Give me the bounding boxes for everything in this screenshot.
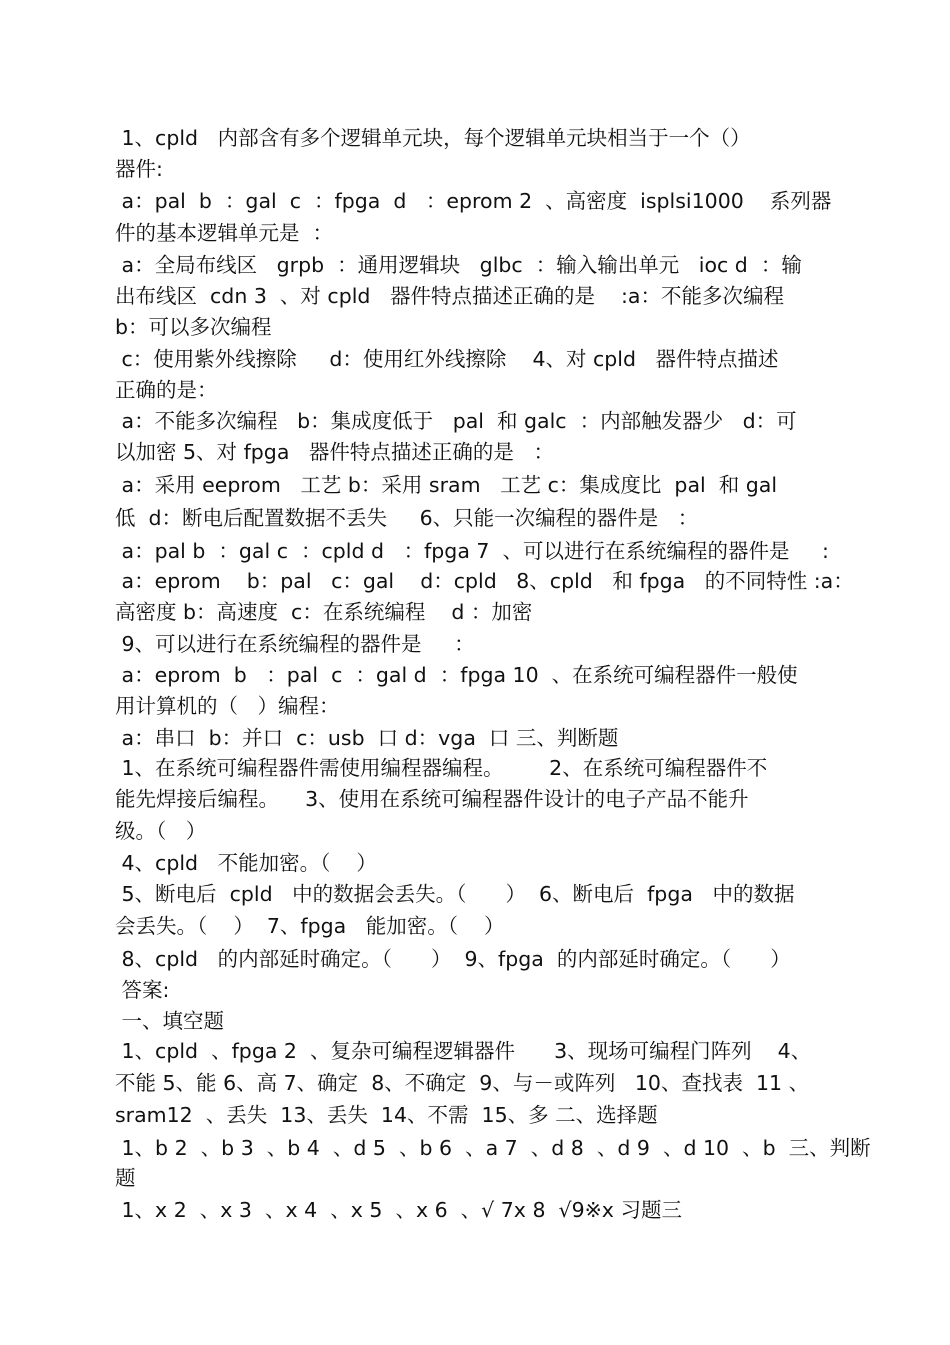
text-line: c：使用紫外线擦除 d：使用红外线擦除 4、对 cpld 器件特点描述	[115, 347, 779, 371]
text-line: a：不能多次编程 b：集成度低于 pal 和 galc ：内部触发器少 d：可	[115, 409, 797, 433]
text-line: 题	[115, 1166, 136, 1190]
text-line: 1、b 2 、b 3 、b 4 、d 5 、b 6 、a 7 、d 8 、d 9 、d 10 、b 三、判断	[115, 1136, 871, 1160]
text-line: 9、可以进行在系统编程的器件是 ：	[115, 632, 475, 656]
text-line: a：eprom b ：pal c ：gal d ：fpga 10 、在系统可编程器件一般使	[115, 663, 798, 687]
text-line: a：eprom b：pal c：gal d：cpld 8、cpld 和 fpga 的不同特性 :a：	[115, 569, 854, 593]
text-line: 1、cpld 、fpga 2 、复杂可编程逻辑器件 3、现场可编程门阵列 4、	[115, 1039, 812, 1063]
text-line: 器件:	[115, 157, 163, 181]
text-line: 8、cpld 的内部延时确定。（ ） 9、fpga 的内部延时确定。（ ）	[115, 947, 791, 971]
text-line: sram12 、丢失 13、丢失 14、不需 15、多 二、选择题	[115, 1103, 658, 1127]
text-line: a：全局布线区 grpb ：通用逻辑块 glbc ：输入输出单元 ioc d ：输	[115, 253, 802, 277]
text-line: 低 d：断电后配置数据不丢失 6、只能一次编程的器件是 ：	[115, 506, 699, 530]
text-line: 级。（ ）	[115, 819, 207, 843]
text-line: 4、cpld 不能加密。（ ）	[115, 851, 377, 875]
text-line: 1、x 2 、x 3 、x 4 、x 5 、x 6 、√ 7x 8 √9※x 习题三	[115, 1198, 682, 1222]
text-line: 件的基本逻辑单元是 ：	[115, 221, 334, 245]
text-line: 高密度 b：高速度 c：在系统编程 d ：加密	[115, 600, 533, 624]
text-line: 出布线区 cdn 3 、对 cpld 器件特点描述正确的是 :a：不能多次编程	[115, 284, 784, 308]
text-line: 答案:	[115, 978, 170, 1002]
text-line: a：pal b ：gal c ：cpld d ：fpga 7 、可以进行在系统编程的器件是 :	[115, 539, 829, 563]
text-line: 不能 5、能 6、高 7、确定 8、不确定 9、与－或阵列 10、查找表 11 、	[115, 1071, 810, 1095]
text-line: 会丢失。（ ） 7、fpga 能加密。（ ）	[115, 914, 505, 938]
text-line: 一、填空题	[115, 1009, 225, 1033]
text-line: 1、在系统可编程器件需使用编程器编程。 2、在系统可编程器件不	[115, 756, 768, 780]
text-line: a：串口 b：并口 c：usb 口 d：vga 口 三、判断题	[115, 726, 619, 750]
text-line: 正确的是：	[115, 378, 218, 402]
text-line: 以加密 5、对 fpga 器件特点描述正确的是 ：	[115, 440, 554, 464]
text-line: 5、断电后 cpld 中的数据会丢失。（ ） 6、断电后 fpga 中的数据	[115, 882, 795, 906]
text-line: b：可以多次编程	[115, 315, 272, 339]
text-line: 用计算机的（ ）编程：	[115, 694, 340, 718]
text-line: a：采用 eeprom 工艺 b：采用 sram 工艺 c：集成度比 pal 和 gal	[115, 473, 778, 497]
text-line: 能先焊接后编程。 3、使用在系统可编程器件设计的电子产品不能升	[115, 787, 749, 811]
text-line: 1、cpld 内部含有多个逻辑单元块，每个逻辑单元块相当于一个（）	[115, 126, 751, 150]
text-line: a：pal b ：gal c ：fpga d ：eprom 2 、高密度 isplsi1000 系列器	[115, 189, 832, 213]
